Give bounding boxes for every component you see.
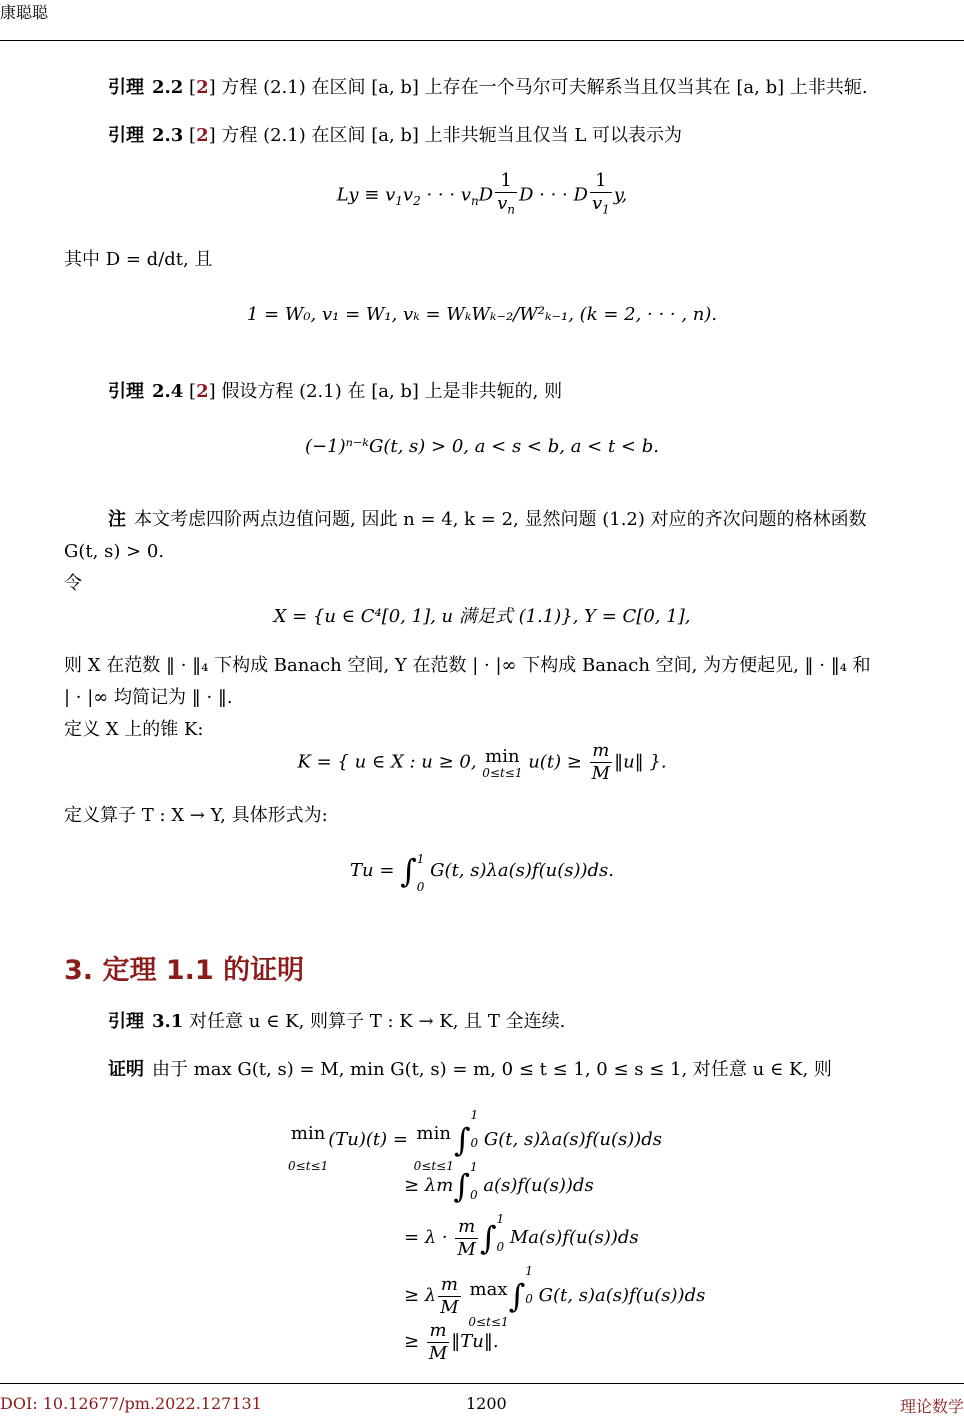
- footer-journal-name: 理论数学: [899, 1397, 964, 1416]
- lemma-number: 2.4: [152, 381, 184, 402]
- running-header-author: 康聪聪: [0, 3, 49, 22]
- proof-text: 由于 max G(t, s) = M, min G(t, s) = m, 0 ≤ t ≤ 1, 0 ≤ s ≤ 1, 对任意 u ∈ K, 则: [152, 1059, 832, 1080]
- equation-cone-K: K = { u ∈ X : u ≥ 0, min 0≤t≤1 u(t) ≥ $\frac{m}{M}$ ‖u‖ }.: [297, 740, 667, 784]
- equation-W: 1 = W₀, v₁ = W₁, vₖ = WₖWₖ₋₂/W²ₖ₋₁, (k = 2, · · · , n).: [246, 304, 718, 325]
- equation-spaces: X = {u ∈ C⁴[0, 1], u 满足式 (1.1)}, Y = C[0, 1],: [273, 606, 691, 627]
- banach-text: 则 X 在范数 ‖ · ‖₄ 下构成 Banach 空间, Y 在范数 | · |∞ 下构成 Banach 空间, 为方便起见, ‖ · ‖₄ 和: [64, 655, 871, 676]
- equation-green-sign: (−1)ⁿ⁻ᵏG(t, s) > 0, a < s < b, a < t < b.: [305, 436, 659, 457]
- proof-label: 证明: [108, 1059, 144, 1080]
- derivation-row-5: ≥ $\frac{m}{M}$ ‖Tu‖.: [404, 1319, 499, 1364]
- banach-text-cont: | · |∞ 均简记为 ‖ · ‖.: [64, 687, 233, 708]
- note-paragraph: [108, 504, 964, 536]
- lemma-number: 3.1: [152, 1011, 184, 1032]
- derivation-row-2: ≥ λm∫1 0 a(s)f(u(s))ds: [404, 1160, 594, 1205]
- ling-text: 令: [64, 573, 82, 594]
- derivation-row-4: ≥ λ $\frac{m}{M}$ max 0≤t≤1 ∫1 0 G(t, s)a(s)f(u(s))ds: [404, 1264, 706, 1329]
- proof-derivation: [288, 1108, 808, 1368]
- note-text: 本文考虑四阶两点边值问题, 因此 n = 4, k = 2, 显然问题 (1.2) 对应的齐次问题的格林函数: [134, 509, 867, 530]
- footer-doi-link[interactable]: DOI: 10.12677/pm.2022.127131: [0, 1394, 262, 1413]
- operator-definition-text: 定义算子 T : X → Y, 具体形式为:: [64, 805, 328, 826]
- lemma-label: 引理: [108, 1011, 144, 1032]
- lemma-2-3: 引理 2.3 [2] 方程 (2.1) 在区间 [a, b] 上非共轭当且仅当 L 可以表示为: [108, 125, 683, 146]
- lemma-label: 引理: [108, 381, 144, 402]
- lemma-text: 假设方程 (2.1) 在 [a, b] 上是非共轭的, 则: [221, 381, 563, 402]
- lemma-number: 2.3: [152, 125, 184, 146]
- derivation-row-1: min 0≤t≤1 (Tu)(t) = min 0≤t≤1 ∫1 0 G(t, s)λa(s)f(u(s))ds: [288, 1108, 663, 1173]
- footer-rule: [0, 1383, 964, 1384]
- lemma-label: 引理: [108, 125, 144, 146]
- cone-definition-text: 定义 X 上的锥 K:: [64, 719, 204, 740]
- lemma-label: 引理: [108, 77, 144, 98]
- equation-operator-L: $Ly \equiv v_1v_2$ · · · $v_nD$ $\frac{1}{v_n}$ D · · · D $\frac{1}{v_1}$ y,: [336, 170, 628, 217]
- citation-link[interactable]: 2: [196, 381, 209, 402]
- section-heading: 3. 定理 1.1 的证明: [64, 955, 305, 986]
- proof-paragraph: [108, 1054, 964, 1086]
- header-rule: [0, 40, 964, 41]
- lemma-3-1: [108, 1006, 964, 1038]
- equation-operator-T: Tu = ∫1 0 G(t, s)λa(s)f(u(s))ds.: [350, 852, 614, 894]
- lemma-text: 方程 (2.1) 在区间 [a, b] 上存在一个马尔可夫解系当且仅当其在 [a, b] 上非共轭.: [221, 77, 868, 98]
- lemma-text: 对任意 u ∈ K, 则算子 T : K → K, 且 T 全连续.: [189, 1011, 566, 1032]
- citation-link[interactable]: 2: [196, 125, 209, 146]
- where-D-text: 其中 D = d/dt, 且: [64, 249, 213, 270]
- lemma-2-2: 引理 2.2 [2] 方程 (2.1) 在区间 [a, b] 上存在一个马尔可夫解系当且仅当其在 [a, b] 上非共轭.: [108, 77, 868, 98]
- note-label: 注: [108, 509, 126, 530]
- lemma-number: 2.2: [152, 77, 184, 98]
- derivation-row-3: = λ · $\frac{m}{M}$ ∫1 0 Ma(s)f(u(s))ds: [404, 1212, 639, 1260]
- lemma-2-4: 引理 2.4 [2] 假设方程 (2.1) 在 [a, b] 上是非共轭的, 则: [108, 381, 563, 402]
- footer-page-number: 1200: [466, 1394, 507, 1413]
- citation-link[interactable]: 2: [196, 77, 209, 98]
- lemma-text: 方程 (2.1) 在区间 [a, b] 上非共轭当且仅当 L 可以表示为: [221, 125, 683, 146]
- note-text-cont: G(t, s) > 0.: [64, 541, 165, 562]
